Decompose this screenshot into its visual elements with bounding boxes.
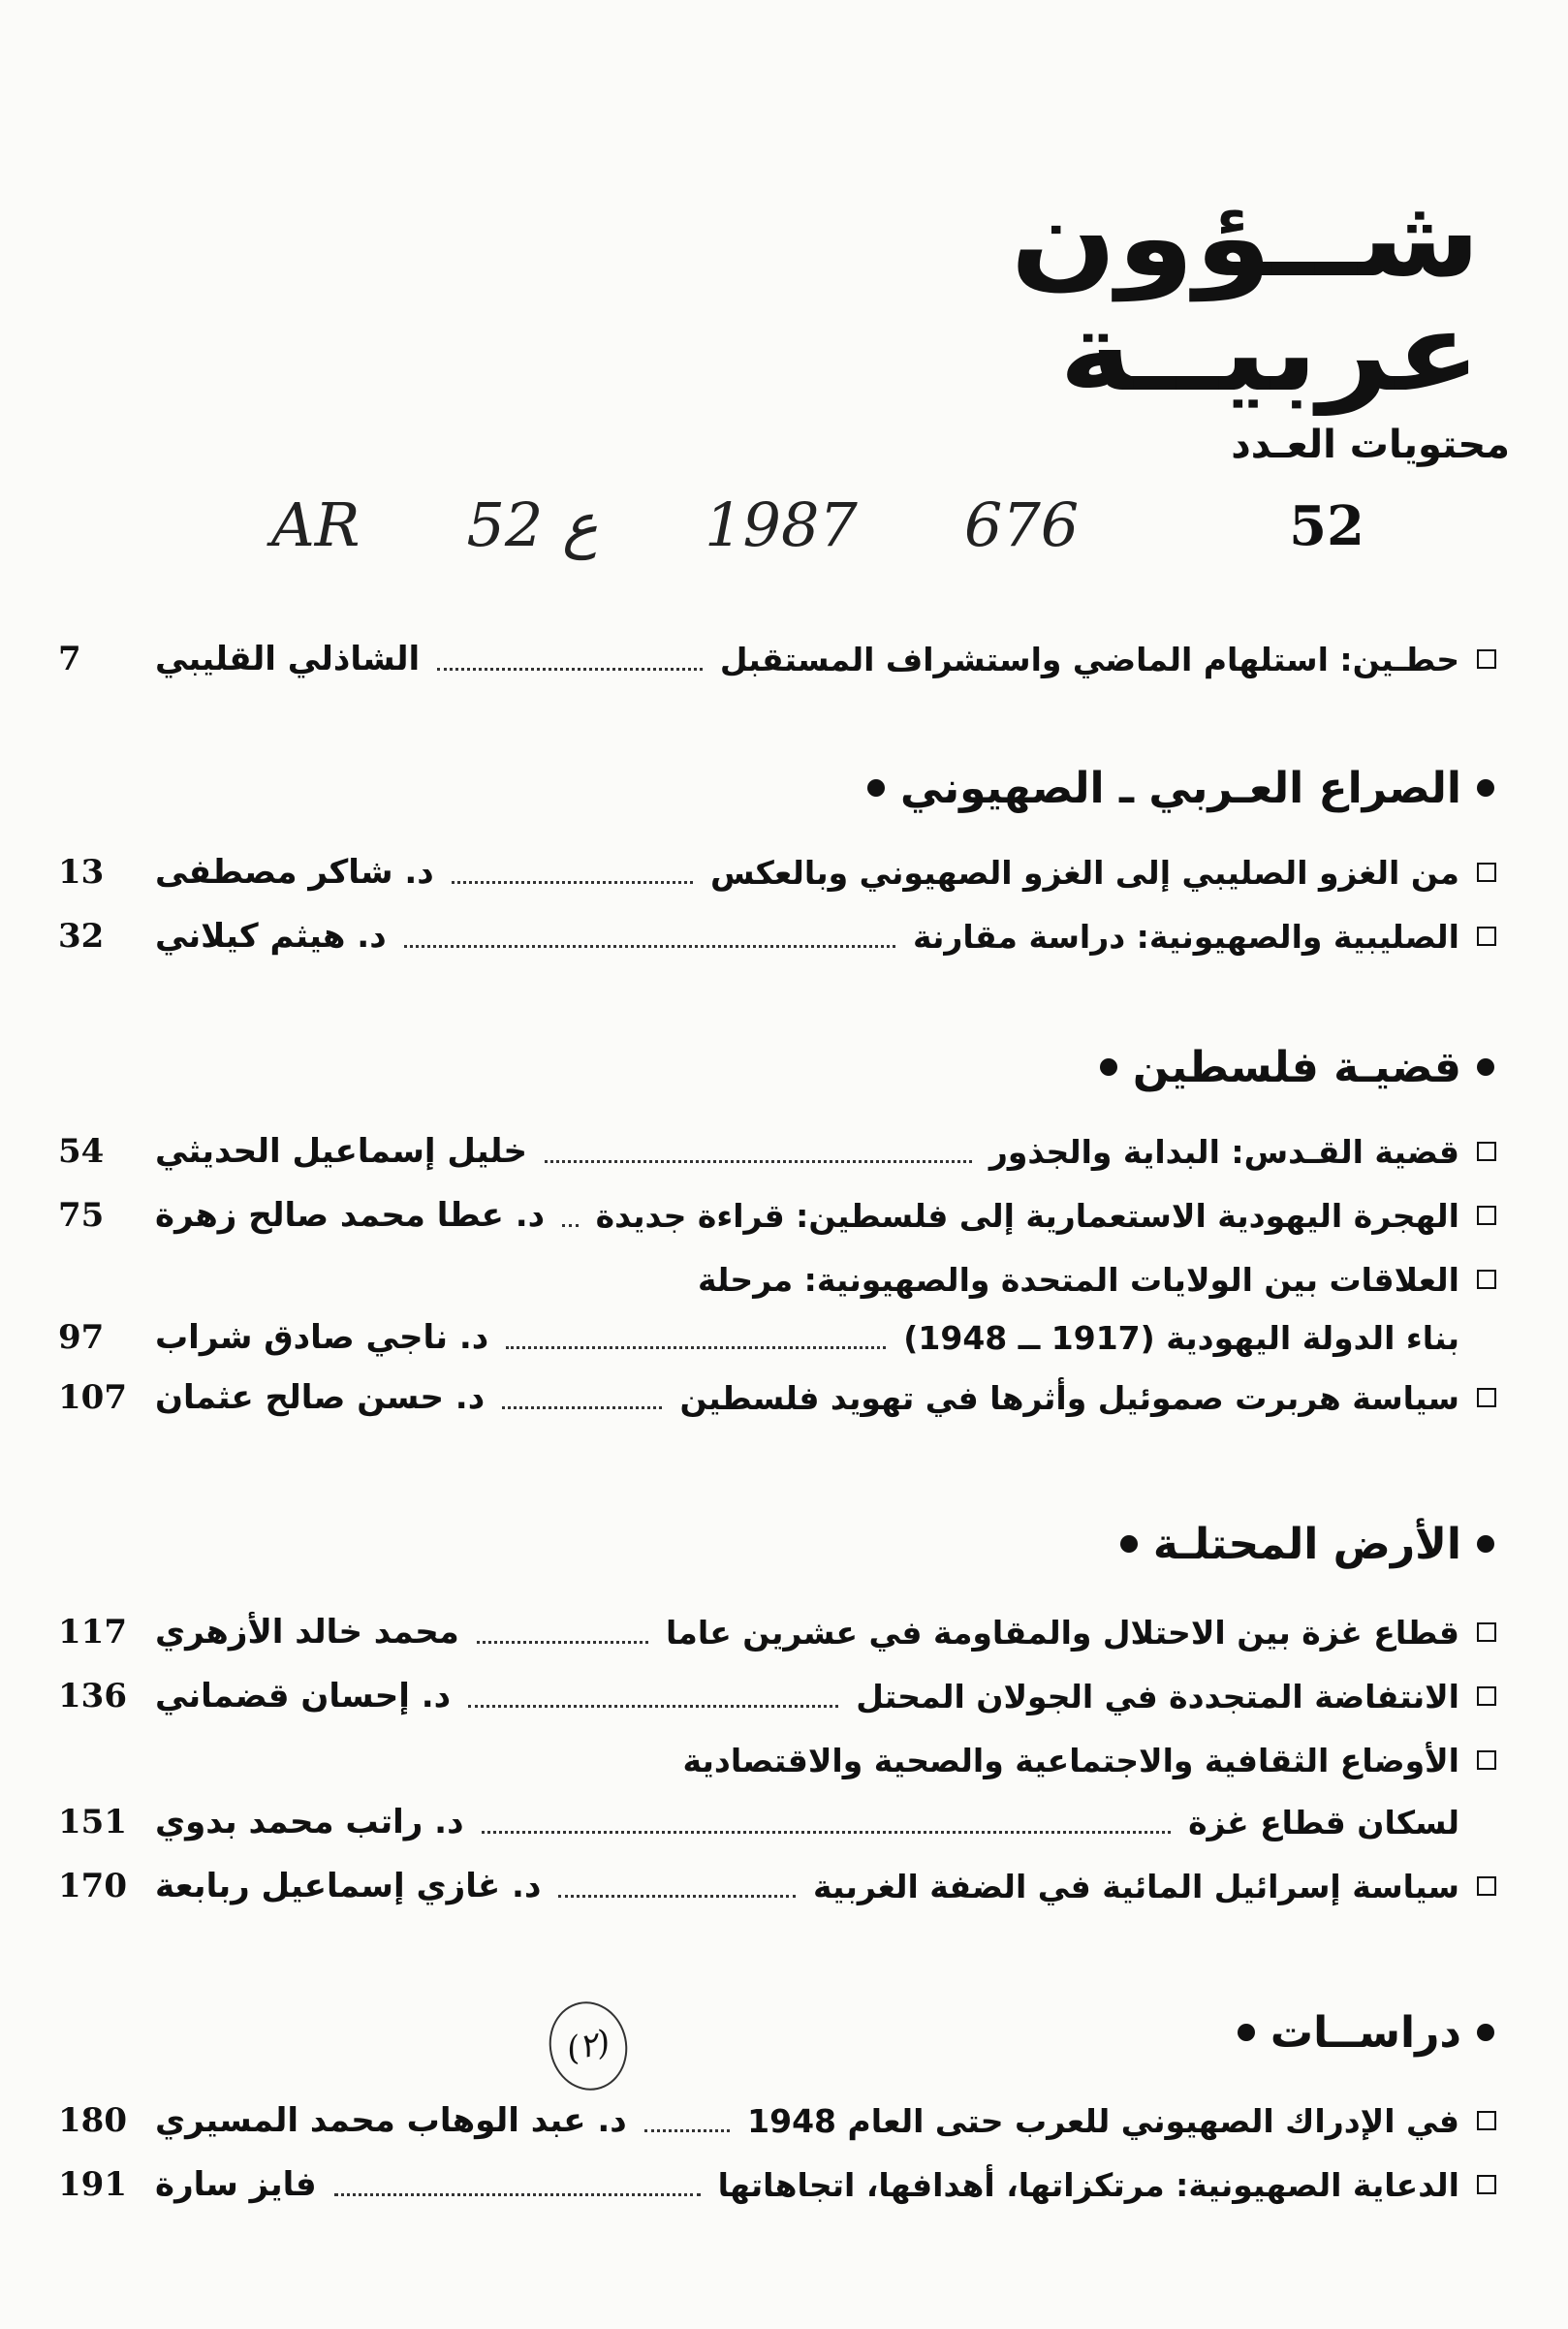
handwritten-year: 1987 [705,489,858,560]
issue-number: 52 [1289,494,1364,558]
entry-title-continuation: لسكان قطاع غزة [1188,1803,1459,1841]
leader-dots [502,1406,662,1409]
entry-page: 180 [58,2101,127,2140]
toc-entry[interactable] [58,845,1510,899]
entry-page: 75 [58,1196,105,1235]
checkbox-square-icon [1477,1686,1496,1706]
bullet-icon [1100,1058,1117,1076]
entry-title: العلاقات بين الولايات المتحدة والصهيونية: مرحلة [697,1260,1459,1299]
leader-dots [562,1224,579,1227]
entry-title: من الغزو الصليبي إلى الغزو الصهيوني وبالعكس [709,853,1459,892]
bullet-icon [1477,1535,1494,1553]
leader-dots [404,945,895,948]
entry-title: في الإدراك الصهيوني للعرب حتى العام 1948 [747,2101,1459,2140]
entry-page: 107 [58,1378,127,1417]
toc-entry[interactable] [58,1605,1510,1659]
magazine-logo [1010,175,1481,416]
entry-author: محمد خالد الأزهري [155,1613,459,1652]
entry-page: 13 [58,853,105,892]
entry-page: 97 [58,1318,105,1357]
entry-author: خليل إسماعيل الحديثي [155,1132,527,1171]
bullet-icon [1120,1535,1138,1553]
section-title: قضيـة فلسطين [1132,1042,1461,1092]
entry-title-continuation: بناء الدولة اليهودية (1917 ــ 1948) [903,1318,1459,1357]
leader-dots [468,1705,838,1708]
handwritten-annotation [271,489,1221,560]
toc-entry[interactable] [58,1859,1510,1913]
toc-entry[interactable] [58,2093,1510,2148]
toc-entry-continuation[interactable] [58,1310,1510,1365]
entry-title: سياسة هربرت صموئيل وأثرها في تهويد فلسطين [679,1378,1459,1417]
entry-author: فايز سارة [155,2165,317,2204]
handwritten-ref: 676 [963,489,1080,560]
toc-entry[interactable] [58,1669,1510,1723]
checkbox-square-icon [1477,1750,1496,1770]
section-title: الصراع العـربي ـ الصهيوني [900,763,1461,813]
entry-author: د. راتب محمد بدوي [155,1803,464,1841]
leader-dots [334,2193,701,2196]
bullet-icon [1238,2024,1255,2041]
bullet-icon [867,779,885,797]
entry-page: 117 [58,1613,127,1652]
section-heading [852,756,1510,820]
entry-title: الانتفاضة المتجددة في الجولان المحتل [856,1677,1459,1715]
logo-line-1: شــؤون [1010,175,1481,301]
entry-author: د. عطا محمد صالح زهرة [155,1196,546,1235]
entry-title: سياسة إسرائيل المائية في الضفة الغربية [813,1867,1459,1905]
toc-entry[interactable] [58,2157,1510,2212]
toc-entry[interactable] [58,632,1510,686]
entry-page: 7 [58,640,81,678]
entry-page: 54 [58,1132,105,1171]
toc-entry-continuation[interactable] [58,1795,1510,1849]
entry-author: د. إحسان قضماني [155,1677,452,1715]
checkbox-square-icon [1477,1622,1496,1642]
entry-title: الهجرة اليهودية الاستعمارية إلى فلسطين: قراءة جديدة [595,1196,1459,1235]
entry-page: 151 [58,1803,127,1841]
handwritten-margin-mark: (٢) [541,1995,635,2098]
section-title: دراســات [1270,2007,1461,2058]
toc-entry[interactable] [58,1370,1510,1425]
checkbox-square-icon [1477,1142,1496,1161]
toc-entry[interactable] [58,1252,1510,1306]
entry-page: 136 [58,1677,127,1715]
handwritten-issue: 52 ع [466,489,599,560]
leader-dots [545,1160,972,1163]
handwritten-code: AR [271,489,361,560]
section-heading [1222,2000,1510,2064]
entry-title: الأوضاع الثقافية والاجتماعية والصحية والاقتصادية [682,1741,1459,1779]
entry-title: قضية القـدس: البداية والجذور [988,1132,1459,1171]
entry-title: حطـين: استلهام الماضي واستشراف المستقبل [719,640,1459,678]
section-heading [1084,1035,1510,1099]
checkbox-square-icon [1477,1876,1496,1896]
checkbox-square-icon [1477,2111,1496,2130]
entry-author: د. عبد الوهاب محمد المسيري [155,2101,627,2140]
section-heading [1105,1512,1510,1576]
entry-title: الدعاية الصهيونية: مرتكزاتها، أهدافها، اتجاهاتها [717,2165,1459,2204]
entry-author: د. ناجي صادق شراب [155,1318,489,1357]
contents-heading: محتويات العـدد [1231,423,1510,467]
bullet-icon [1477,779,1494,797]
checkbox-square-icon [1477,1388,1496,1407]
entry-page: 191 [58,2165,127,2204]
entry-author: د. شاكر مصطفى [155,853,434,892]
entry-title: الصليبية والصهيونية: دراسة مقارنة [912,917,1459,956]
leader-dots [437,668,703,671]
leader-dots [558,1895,796,1898]
entry-title: قطاع غزة بين الاحتلال والمقاومة في عشرين عاما [666,1613,1459,1652]
leader-dots [482,1831,1172,1834]
checkbox-square-icon [1477,2175,1496,2194]
section-title: الأرض المحتلـة [1152,1519,1461,1569]
leader-dots [644,2129,730,2132]
checkbox-square-icon [1477,1270,1496,1289]
logo-line-2: عربيــة [1058,290,1481,416]
entry-page: 170 [58,1867,127,1905]
checkbox-square-icon [1477,863,1496,882]
checkbox-square-icon [1477,1206,1496,1225]
leader-dots [452,881,693,884]
entry-author: د. غازي إسماعيل ربابعة [155,1867,542,1905]
bullet-icon [1477,2024,1494,2041]
entry-author: الشاذلي القليبي [155,640,421,678]
toc-entry[interactable] [58,1733,1510,1787]
toc-entry[interactable] [58,909,1510,963]
entry-page: 32 [58,917,105,956]
entry-author: د. حسن صالح عثمان [155,1378,486,1417]
leader-dots [477,1641,648,1644]
checkbox-square-icon [1477,649,1496,669]
leader-dots [506,1346,886,1349]
checkbox-square-icon [1477,927,1496,946]
entry-author: د. هيثم كيلاني [155,917,387,956]
toc-entry[interactable] [58,1124,1510,1179]
bullet-icon [1477,1058,1494,1076]
toc-entry[interactable] [58,1188,1510,1243]
